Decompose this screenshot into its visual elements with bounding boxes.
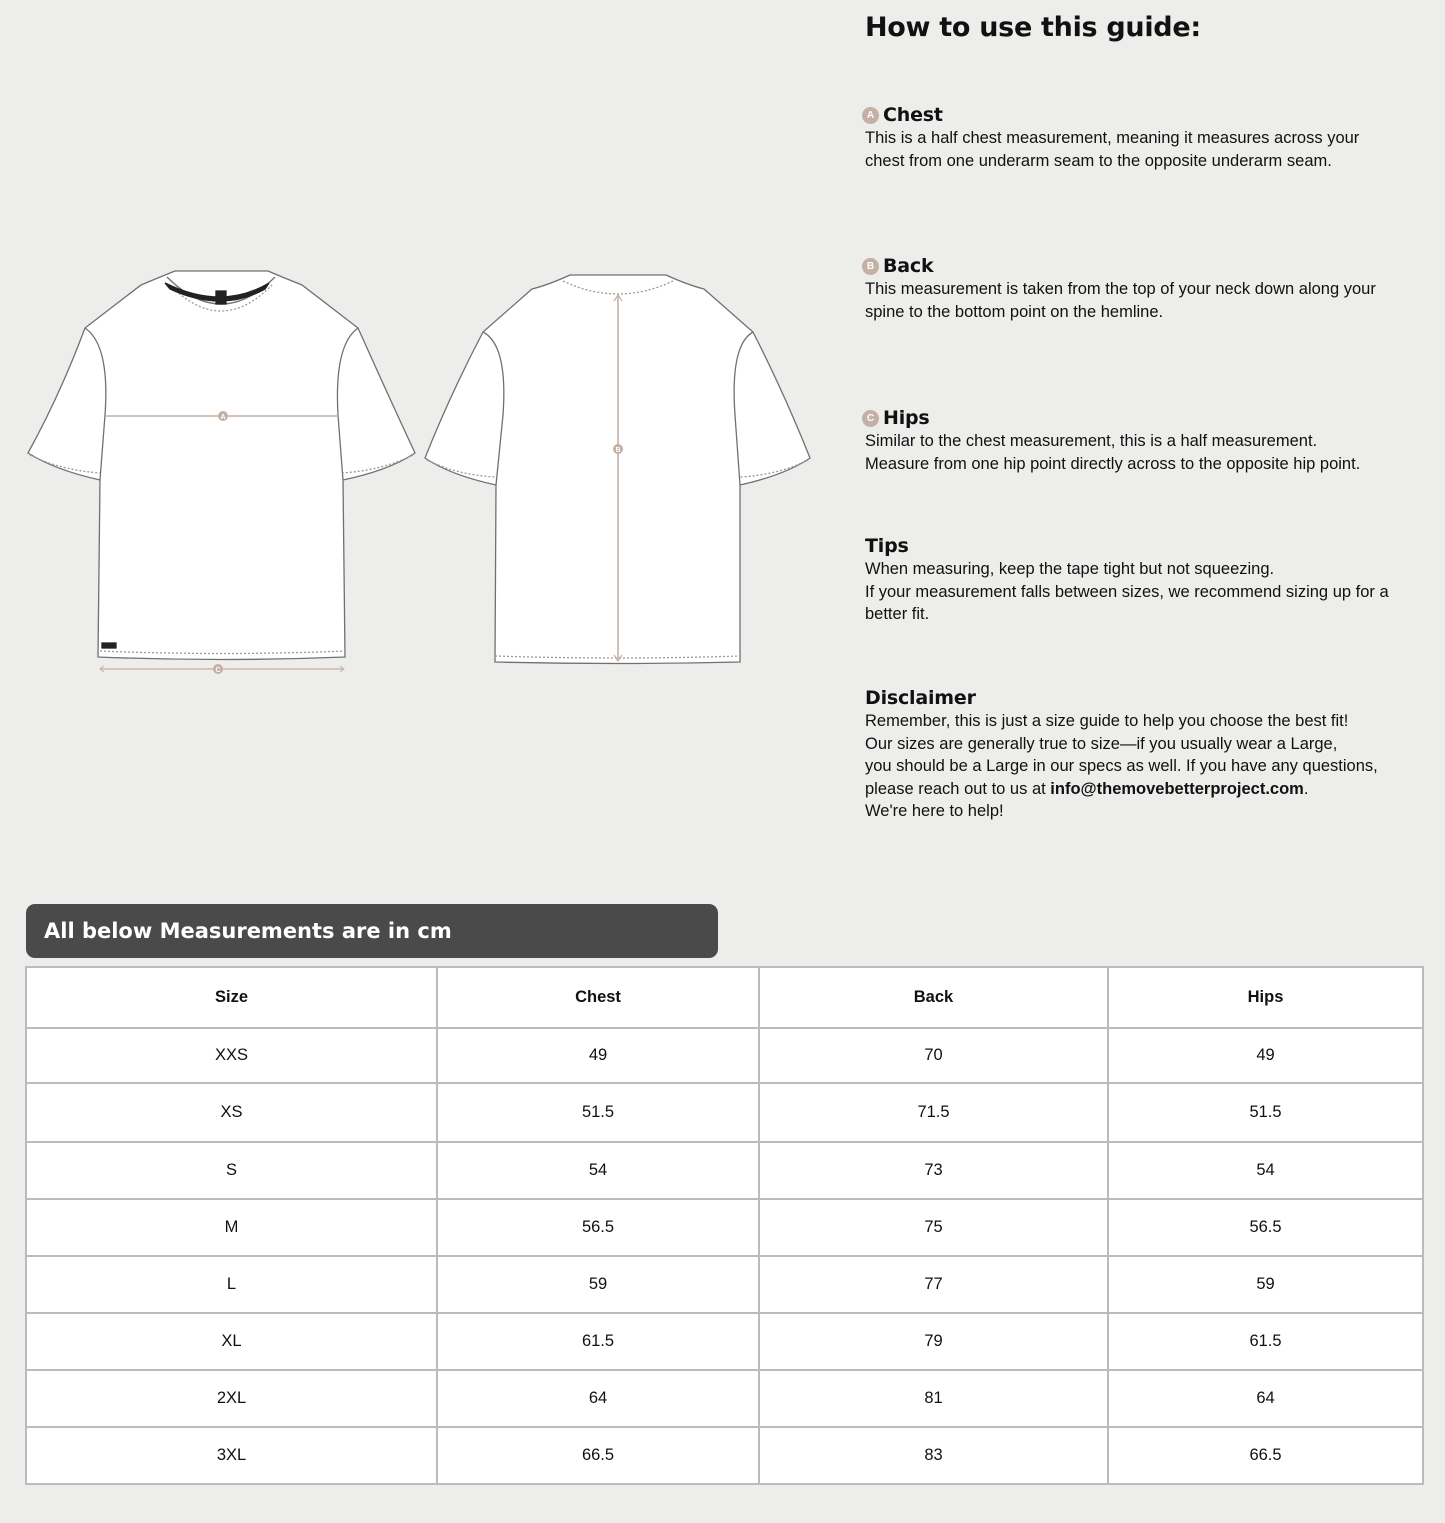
section-title: Hips xyxy=(883,407,930,429)
section-body xyxy=(865,558,1425,626)
cell-back: 73 xyxy=(759,1142,1108,1199)
cell-size: L xyxy=(26,1256,437,1313)
contact-email-link[interactable]: info@themovebetterproject.com xyxy=(1050,779,1304,798)
contact-line xyxy=(865,778,1425,801)
cell-chest: 61.5 xyxy=(437,1313,759,1370)
cell-size: XL xyxy=(26,1313,437,1370)
guide-title: How to use this guide: xyxy=(865,12,1201,43)
cell-size: M xyxy=(26,1199,437,1256)
size-chart-table xyxy=(25,966,1424,1485)
guide-section-disclaimer xyxy=(865,686,1425,823)
back-marker-badge: B xyxy=(862,258,879,275)
hips-marker-label: C xyxy=(215,667,221,674)
units-banner: All below Measurements are in cm xyxy=(26,904,718,958)
section-title: Tips xyxy=(865,535,909,557)
section-body xyxy=(865,127,1425,172)
table-row xyxy=(26,1427,1423,1484)
cell-size: XS xyxy=(26,1083,437,1142)
body-line: chest from one underarm seam to the opposite underarm seam. xyxy=(865,151,1332,170)
body-line: We're here to help! xyxy=(865,802,1004,820)
guide-section-chest xyxy=(865,103,1425,172)
cell-back: 79 xyxy=(759,1313,1108,1370)
chest-marker-badge: A xyxy=(862,107,879,124)
cell-chest: 64 xyxy=(437,1370,759,1427)
body-line: Remember, this is just a size guide to help you choose the best fit! xyxy=(865,712,1349,730)
cell-chest: 54 xyxy=(437,1142,759,1199)
header-hips: Hips xyxy=(1108,967,1423,1028)
chest-marker-label: A xyxy=(220,414,226,421)
contact-suffix: . xyxy=(1303,779,1309,798)
section-body xyxy=(865,430,1425,475)
cell-hips: 59 xyxy=(1108,1256,1423,1313)
body-line: When measuring, keep the tape tight but not squeezing. xyxy=(865,560,1275,578)
guide-section-back xyxy=(865,254,1425,323)
cell-back: 81 xyxy=(759,1370,1108,1427)
hips-measure-line xyxy=(100,664,344,674)
cell-back: 83 xyxy=(759,1427,1108,1484)
back-marker-label: B xyxy=(615,447,621,454)
cell-chest: 56.5 xyxy=(437,1199,759,1256)
body-line: If your measurement falls between sizes, we recommend sizing up for a xyxy=(865,582,1389,601)
table-row xyxy=(26,1256,1423,1313)
cell-size: 2XL xyxy=(26,1370,437,1427)
body-line: spine to the bottom point on the hemline. xyxy=(865,302,1164,321)
body-line: This is a half chest measurement, meaning it measures across your xyxy=(865,129,1360,147)
cell-chest: 59 xyxy=(437,1256,759,1313)
table-row xyxy=(26,1370,1423,1427)
body-line: Our sizes are generally true to size—if you usually wear a Large, xyxy=(865,734,1338,753)
header-chest: Chest xyxy=(437,967,759,1028)
section-title: Disclaimer xyxy=(865,687,976,709)
section-body xyxy=(865,278,1425,323)
cell-size: 3XL xyxy=(26,1427,437,1484)
table-row xyxy=(26,1028,1423,1083)
table-row xyxy=(26,1142,1423,1199)
measuring-guide xyxy=(865,10,1425,820)
cell-back: 77 xyxy=(759,1256,1108,1313)
section-title: Chest xyxy=(883,104,943,126)
section-body xyxy=(865,710,1425,823)
guide-section-hips xyxy=(865,406,1425,475)
cell-back: 75 xyxy=(759,1199,1108,1256)
cell-chest: 51.5 xyxy=(437,1083,759,1142)
cell-back: 71.5 xyxy=(759,1083,1108,1142)
cell-chest: 49 xyxy=(437,1028,759,1083)
cell-back: 70 xyxy=(759,1028,1108,1083)
table-header-row xyxy=(26,967,1423,1028)
cell-hips: 51.5 xyxy=(1108,1083,1423,1142)
body-line: Measure from one hip point directly across to the opposite hip point. xyxy=(865,454,1361,473)
cell-hips: 66.5 xyxy=(1108,1427,1423,1484)
hips-marker-badge: C xyxy=(862,410,879,427)
cell-size: XXS xyxy=(26,1028,437,1083)
body-line: better fit. xyxy=(865,605,930,623)
body-line: Similar to the chest measurement, this is a half measurement. xyxy=(865,432,1318,450)
cell-hips: 49 xyxy=(1108,1028,1423,1083)
table-row xyxy=(26,1313,1423,1370)
table-row xyxy=(26,1199,1423,1256)
tshirt-illustration xyxy=(20,255,820,685)
cell-size: S xyxy=(26,1142,437,1199)
cell-hips: 64 xyxy=(1108,1370,1423,1427)
table-row xyxy=(26,1083,1423,1142)
contact-prefix: please reach out to us at xyxy=(865,779,1051,798)
body-line: This measurement is taken from the top of your neck down along your xyxy=(865,280,1376,298)
cell-hips: 61.5 xyxy=(1108,1313,1423,1370)
body-line: you should be a Large in our specs as well. If you have any questions, xyxy=(865,757,1378,775)
cell-chest: 66.5 xyxy=(437,1427,759,1484)
header-size: Size xyxy=(26,967,437,1028)
cell-hips: 54 xyxy=(1108,1142,1423,1199)
tshirt-front xyxy=(28,271,415,660)
cell-hips: 56.5 xyxy=(1108,1199,1423,1256)
header-back: Back xyxy=(759,967,1108,1028)
section-title: Back xyxy=(883,255,934,277)
guide-section-tips xyxy=(865,534,1425,626)
